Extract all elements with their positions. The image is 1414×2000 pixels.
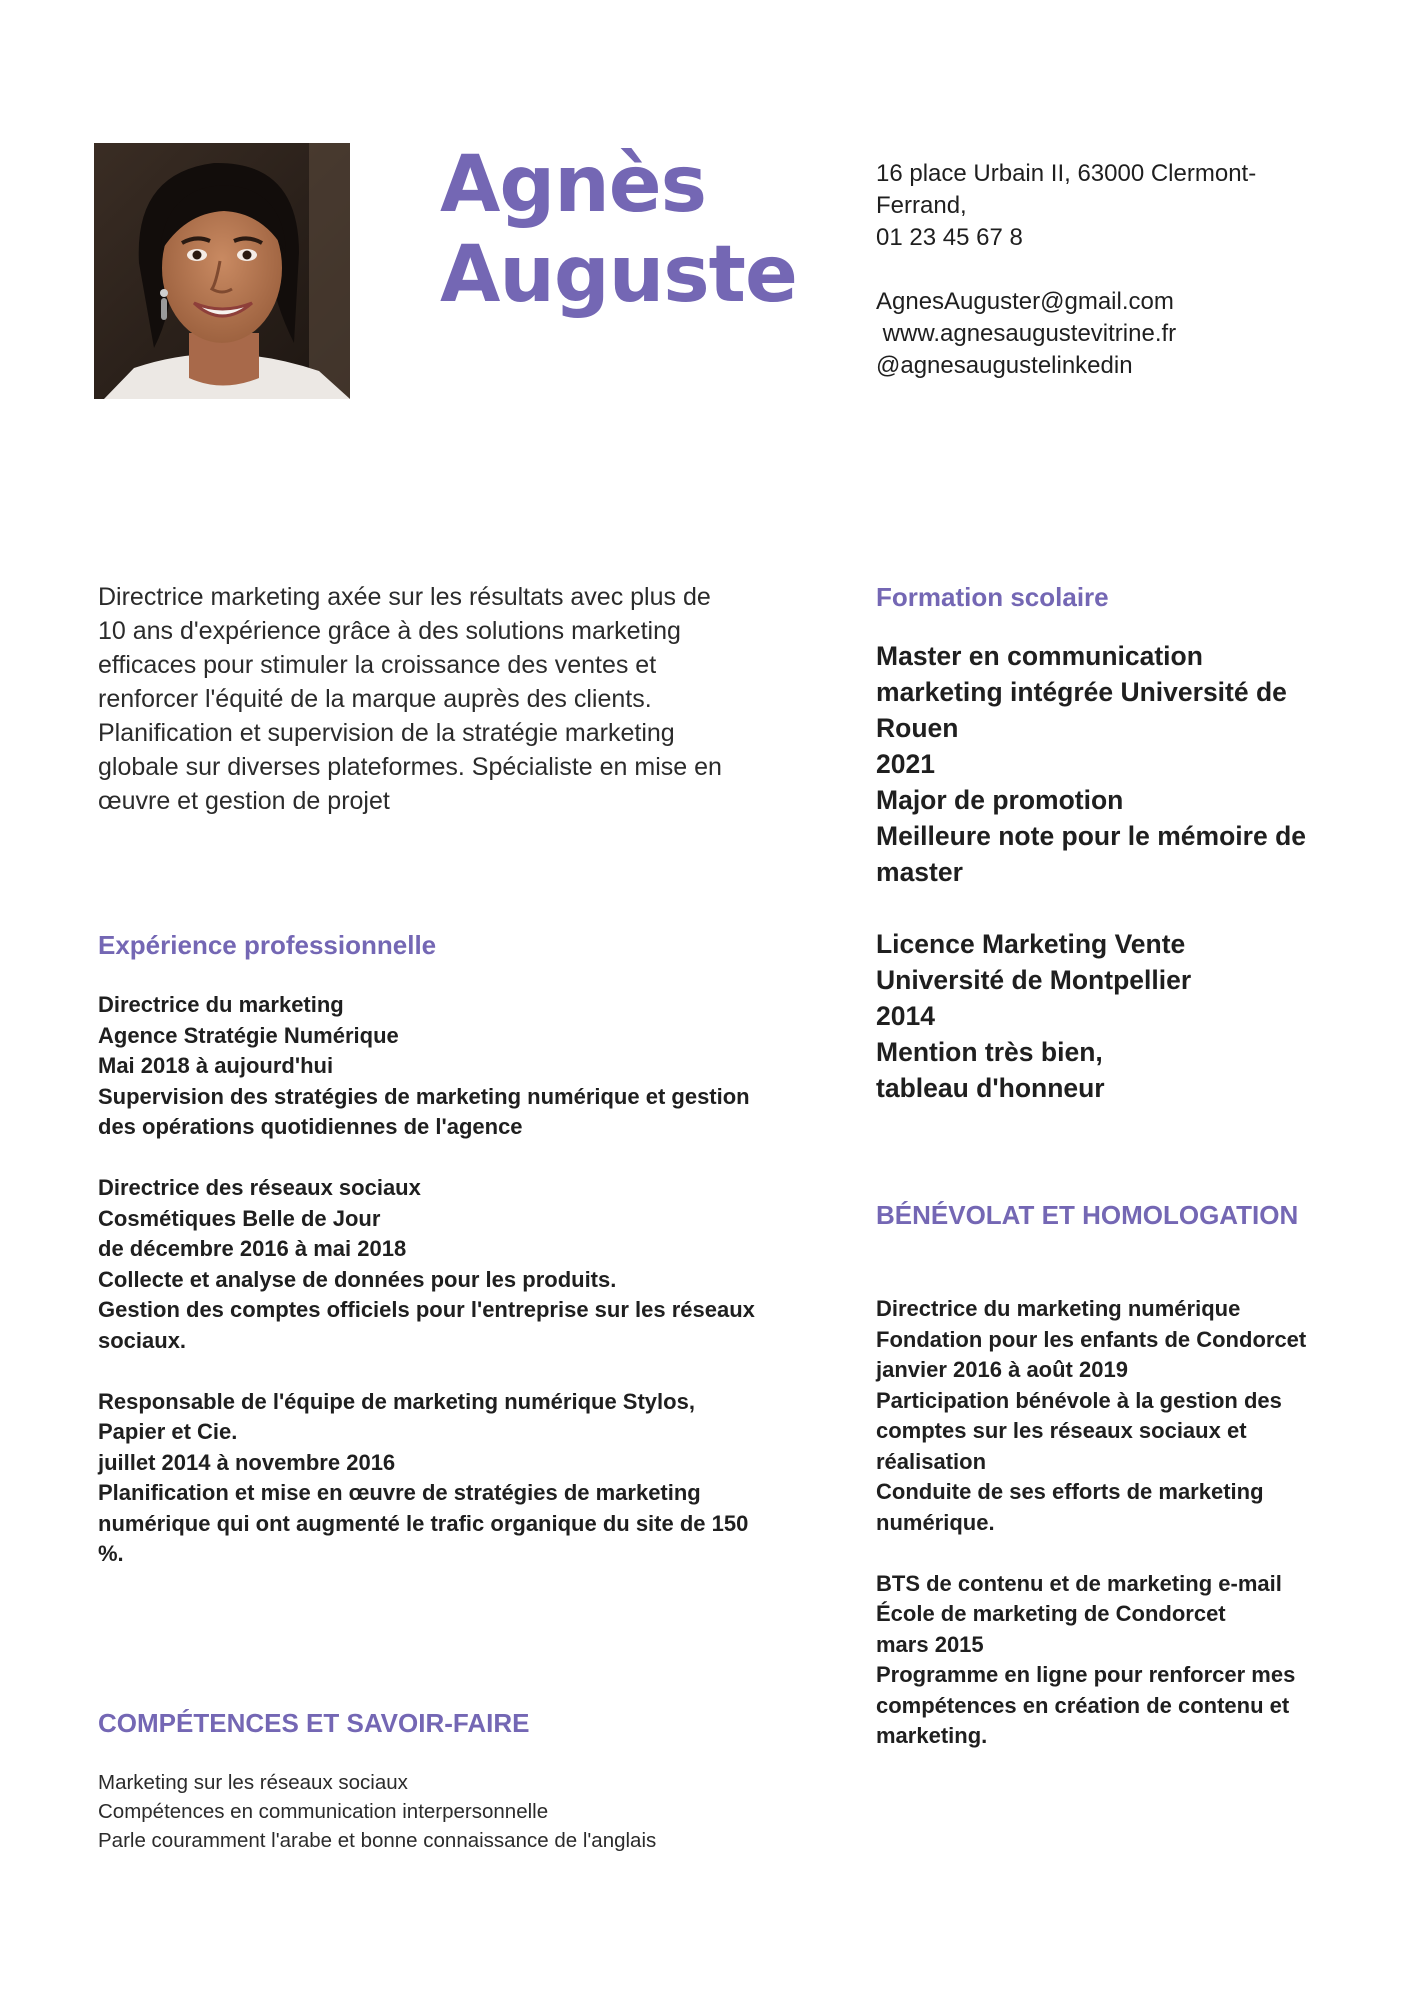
profile-summary: Directrice marketing axée sur les résultats avec plus de 10 ans d'expérience grâce à des solutions marketing efficaces pour stimuler la croissance des ventes et renforcer l'équité de la marque auprès des clients. Planification et supervision de la stratégie marketing globale sur diverses plateformes. Spécialiste en mise en œuvre et gestion de projet — [98, 583, 722, 815]
volunteering-entry — [876, 1294, 1336, 1538]
organization-name: École de marketing de Condorcet — [876, 1601, 1226, 1626]
company-name: Agence Stratégie Numérique — [98, 1022, 399, 1048]
address-line-2: Ferrand, — [876, 192, 967, 219]
role-description: Participation bénévole à la gestion des comptes sur les réseaux sociaux et réalisation — [876, 1387, 1282, 1474]
volunteering-entry — [876, 1569, 1336, 1752]
degree-year: 2014 — [876, 1001, 935, 1031]
job-description: Supervision des stratégies de marketing numérique et gestion des opérations quotidiennes de l'agence — [98, 1083, 750, 1139]
candidate-name — [440, 140, 840, 320]
role-description: Programme en ligne pour renforcer mes compétences en création de contenu et marketing. — [876, 1662, 1296, 1748]
email-address: AgnesAuguster@gmail.com — [876, 288, 1174, 315]
education-entry — [876, 638, 1336, 890]
skill-item: Marketing sur les réseaux sociaux — [98, 1771, 408, 1794]
experience-list — [98, 990, 758, 1600]
profile-photo — [94, 143, 350, 399]
job-description: Collecte et analyse de données pour les produits. — [98, 1266, 617, 1292]
job-description: Planification et mise en œuvre de stratégies de marketing numérique qui ont augmenté le trafic organique du site de 150 %. — [98, 1480, 749, 1566]
degree-title: Licence Marketing Vente — [876, 929, 1186, 959]
job-dates: juillet 2014 à novembre 2016 — [98, 1449, 396, 1475]
portrait-image — [94, 143, 350, 399]
degree-honor: Meilleure note pour le mémoire de master — [876, 821, 1306, 887]
job-title: Responsable de l'équipe de marketing numérique Stylos, Papier et Cie. — [98, 1388, 695, 1444]
role-title: BTS de contenu et de marketing e-mail — [876, 1570, 1282, 1596]
degree-honor: tableau d'honneur — [876, 1073, 1105, 1103]
skills-list — [98, 1768, 758, 1855]
last-name: Auguste — [440, 230, 797, 320]
experience-entry — [98, 990, 758, 1143]
experience-entry — [98, 1173, 758, 1356]
address-line-1: 16 place Urbain II, 63000 Clermont- — [876, 160, 1257, 187]
skills-heading: COMPÉTENCES ET SAVOIR-FAIRE — [98, 1708, 530, 1738]
experience-heading: Expérience professionnelle — [98, 930, 437, 960]
role-description: Conduite de ses efforts de marketing numérique. — [876, 1479, 1264, 1535]
company-name: Cosmétiques Belle de Jour — [98, 1205, 381, 1231]
degree-honor: Mention très bien, — [876, 1037, 1103, 1067]
contact-spacer — [876, 254, 1336, 286]
job-title: Directrice du marketing — [98, 992, 344, 1017]
education-entry — [876, 926, 1336, 1106]
volunteering-list — [876, 1294, 1336, 1782]
degree-year: 2021 — [876, 749, 935, 779]
volunteering-heading: BÉNÉVOLAT ET HOMOLOGATION — [876, 1200, 1299, 1230]
job-dates: Mai 2018 à aujourd'hui — [98, 1053, 334, 1078]
job-title: Directrice des réseaux sociaux — [98, 1175, 421, 1200]
contact-block — [876, 158, 1336, 382]
role-dates: janvier 2016 à août 2019 — [876, 1357, 1128, 1382]
education-heading: Formation scolaire — [876, 582, 1109, 612]
linkedin-handle: @agnesaugustelinkedin — [876, 352, 1133, 379]
skill-item: Compétences en communication interpersonnelle — [98, 1800, 549, 1823]
first-name: Agnès — [440, 140, 707, 230]
school-name: Université de Montpellier — [876, 965, 1192, 995]
skill-item: Parle couramment l'arabe et bonne connaissance de l'anglais — [98, 1829, 657, 1852]
role-dates: mars 2015 — [876, 1631, 984, 1657]
organization-name: Fondation pour les enfants de Condorcet — [876, 1326, 1307, 1352]
job-dates: de décembre 2016 à mai 2018 — [98, 1236, 407, 1261]
education-list — [876, 638, 1336, 1142]
experience-entry — [98, 1387, 758, 1570]
job-description: Gestion des comptes officiels pour l'entreprise sur les réseaux sociaux. — [98, 1297, 755, 1353]
degree-title: Master en communication marketing intégrée Université de Rouen — [876, 641, 1287, 743]
role-title: Directrice du marketing numérique — [876, 1296, 1241, 1321]
degree-honor: Major de promotion — [876, 785, 1124, 815]
website-link: www.agnesaugustevitrine.fr — [876, 320, 1177, 347]
phone-number: 01 23 45 67 8 — [876, 224, 1023, 251]
